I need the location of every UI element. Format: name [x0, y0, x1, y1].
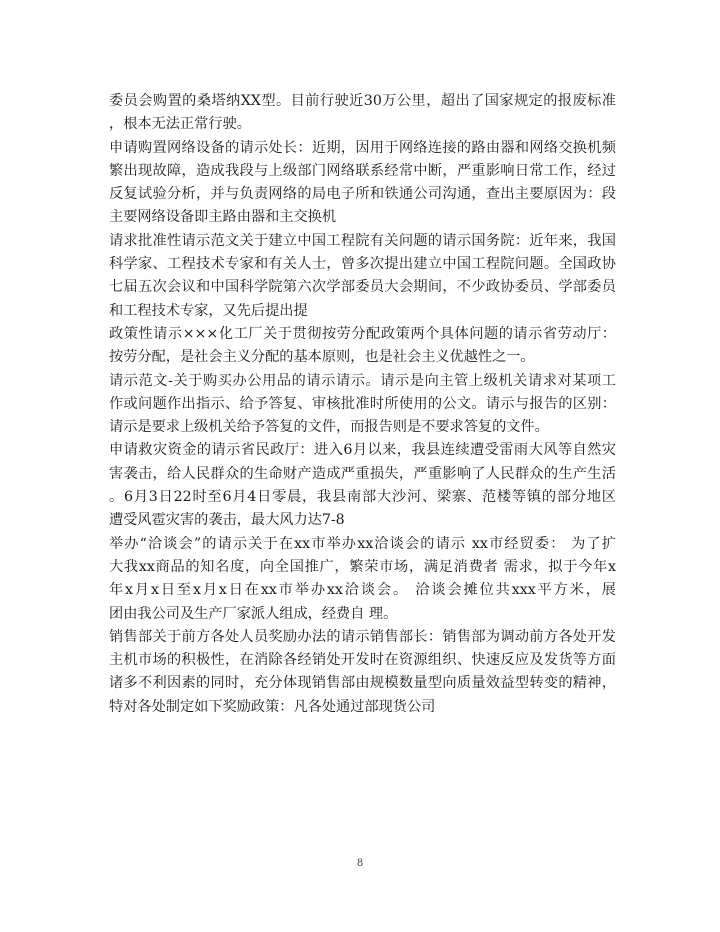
text-line: 团由我公司及生产厂家派人组成，经费自 理。 — [109, 605, 398, 622]
text-line: 主要网络设备即主路由器和主交换机 — [109, 209, 337, 226]
text-line: 遭受风雹灾害的袭击，最大风力达7-8 — [109, 512, 345, 529]
text-line: 年x月x日至x月x日在xx市举办xx洽谈会。 洽谈会摊位共xxx平方米，展 — [109, 582, 616, 599]
document-body — [109, 90, 616, 719]
text-line: 大我xx商品的知名度，向全国推广，繁荣市场，满足消费者 需求，拟于今年x — [109, 558, 616, 575]
text-line: 请示是要求上级机关给予答复的文件，而报告则是不要求答复的文件。 — [109, 419, 549, 436]
text-line: ，根本无法正常行驶。 — [109, 116, 251, 133]
text-line: 主机市场的积极性，在消除各经销处开发时在资源组织、快速反应及发货等方面 — [109, 652, 616, 669]
text-line: 和工程技术专家，又先后提出提 — [109, 302, 308, 319]
text-line: 七届五次会议和中国科学院第六次学部委员大会期间，不少政协委员、学部委员 — [109, 279, 616, 296]
text-line: 委员会购置的桑塔纳XX型。目前行驶近30万公里，超出了国家规定的报废标准 — [109, 93, 616, 109]
text-line: 。6月3日22时至6月4日零晨，我县南部大沙河、梁寨、范楼等镇的部分地区 — [109, 489, 616, 506]
text-line: 请示范文-关于购买办公用品的请示请示。请示是向主管上级机关请求对某项工 — [109, 372, 616, 389]
text-line: 按劳分配，是社会主义分配的基本原则，也是社会主义优越性之一。 — [109, 349, 535, 366]
text-line: 请求批准性请示范文关于建立中国工程院有关问题的请示国务院：近年来，我国 — [109, 232, 616, 249]
page-number: 8 — [356, 858, 364, 869]
text-line: 销售部关于前方各处人员奖励办法的请示销售部长：销售部为调动前方各处开发 — [109, 628, 616, 645]
text-line: 举办“洽谈会”的请示关于在xx市举办xx洽谈会的请示 xx市经贸委： 为了扩 — [109, 535, 616, 552]
text-line: 害袭击，给人民群众的生命财产造成严重损失，严重影响了人民群众的生产生活 — [109, 465, 616, 482]
text-line: 特对各处制定如下奖励政策：凡各处通过部现货公司 — [109, 698, 436, 715]
text-line: 申请购置网络设备的请示处长：近期，因用于网络连接的路由器和网络交换机频 — [109, 139, 616, 156]
text-line: 诸多不利因素的同时，充分体现销售部由规模数量型向质量效益型转变的精神， — [109, 675, 616, 692]
text-line: 申请救灾资金的请示省民政厅：进入6月以来，我县连续遭受雷雨大风等自然灾 — [109, 442, 616, 459]
text-line: 作或问题作出指示、给予答复、审核批准时所使用的公文。请示与报告的区别： — [109, 395, 616, 412]
text-line: 繁出现故障，造成我段与上级部门网络联系经常中断，严重影响日常工作，经过 — [109, 162, 616, 179]
text-line: 科学家、工程技术专家和有关人士，曾多次提出建立中国工程院问题。全国政协 — [109, 256, 616, 273]
text-line: 政策性请示×××化工厂关于贯彻按劳分配政策两个具体问题的请示省劳动厅： — [109, 325, 616, 342]
text-line: 反复试验分析，并与负责网络的局电子所和铁通公司沟通，查出主要原因为：段 — [109, 186, 616, 203]
